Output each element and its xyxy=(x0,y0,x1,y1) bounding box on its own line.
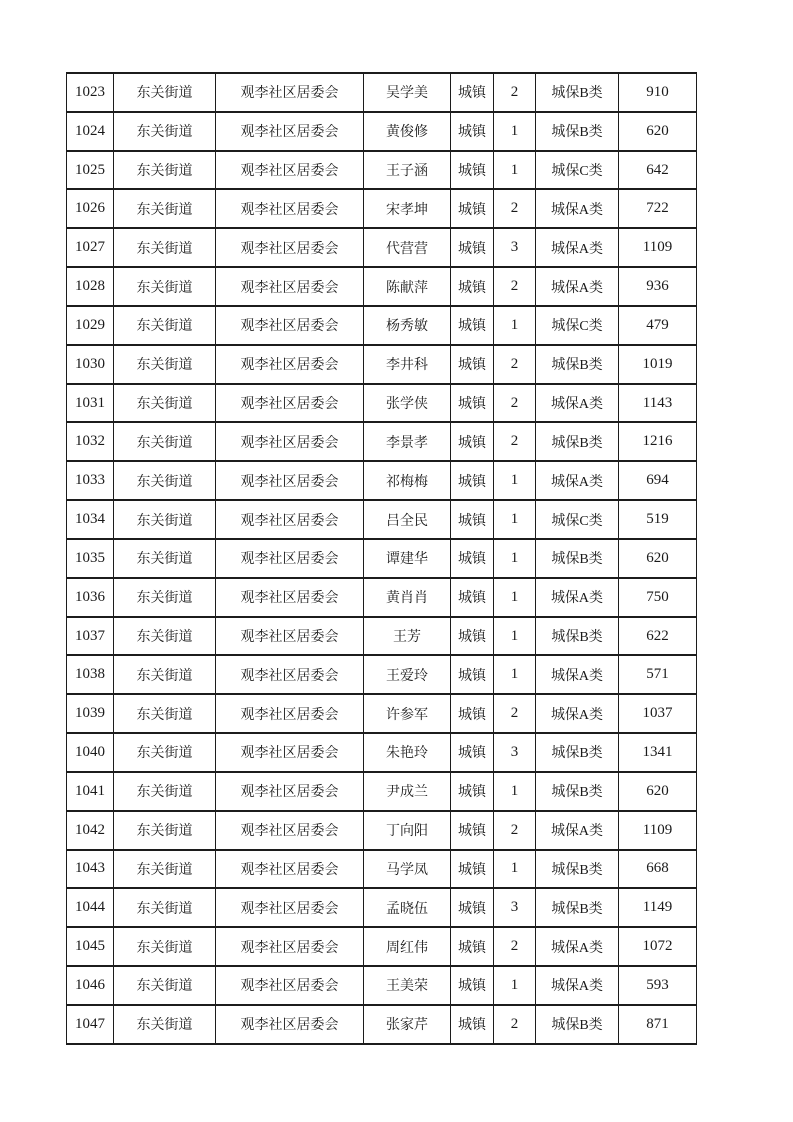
cell-name: 吕全民 xyxy=(364,500,451,539)
cell-category: 城保A类 xyxy=(536,655,619,694)
cell-type: 城镇 xyxy=(451,73,494,112)
cell-type: 城镇 xyxy=(451,384,494,423)
cell-id: 1043 xyxy=(67,850,114,889)
cell-committee: 观李社区居委会 xyxy=(216,461,364,500)
cell-street: 东关街道 xyxy=(114,384,216,423)
cell-count: 2 xyxy=(494,189,536,228)
table-row xyxy=(67,888,697,927)
cell-id: 1033 xyxy=(67,461,114,500)
cell-name: 许参军 xyxy=(364,694,451,733)
cell-type: 城镇 xyxy=(451,345,494,384)
cell-committee: 观李社区居委会 xyxy=(216,772,364,811)
cell-type: 城镇 xyxy=(451,617,494,656)
cell-type: 城镇 xyxy=(451,500,494,539)
cell-name: 孟晓伍 xyxy=(364,888,451,927)
cell-committee: 观李社区居委会 xyxy=(216,888,364,927)
cell-id: 1040 xyxy=(67,733,114,772)
table-row xyxy=(67,151,697,190)
cell-name: 祁梅梅 xyxy=(364,461,451,500)
cell-type: 城镇 xyxy=(451,811,494,850)
cell-street: 东关街道 xyxy=(114,461,216,500)
table-row xyxy=(67,811,697,850)
cell-name: 朱艳玲 xyxy=(364,733,451,772)
cell-name: 陈献萍 xyxy=(364,267,451,306)
cell-street: 东关街道 xyxy=(114,772,216,811)
cell-category: 城保A类 xyxy=(536,267,619,306)
cell-amount: 593 xyxy=(619,966,697,1005)
table-row xyxy=(67,228,697,267)
cell-count: 2 xyxy=(494,927,536,966)
cell-count: 3 xyxy=(494,228,536,267)
cell-id: 1041 xyxy=(67,772,114,811)
cell-count: 1 xyxy=(494,578,536,617)
cell-committee: 观李社区居委会 xyxy=(216,539,364,578)
table-row xyxy=(67,461,697,500)
cell-category: 城保B类 xyxy=(536,112,619,151)
cell-amount: 1109 xyxy=(619,811,697,850)
cell-category: 城保B类 xyxy=(536,73,619,112)
table-row xyxy=(67,73,697,112)
cell-name: 宋孝坤 xyxy=(364,189,451,228)
cell-committee: 观李社区居委会 xyxy=(216,850,364,889)
cell-count: 1 xyxy=(494,306,536,345)
cell-committee: 观李社区居委会 xyxy=(216,578,364,617)
table-body xyxy=(67,73,697,1044)
cell-category: 城保A类 xyxy=(536,694,619,733)
cell-category: 城保A类 xyxy=(536,811,619,850)
cell-count: 1 xyxy=(494,151,536,190)
cell-street: 东关街道 xyxy=(114,500,216,539)
cell-committee: 观李社区居委会 xyxy=(216,228,364,267)
cell-id: 1036 xyxy=(67,578,114,617)
cell-amount: 622 xyxy=(619,617,697,656)
cell-name: 黄俊修 xyxy=(364,112,451,151)
cell-committee: 观李社区居委会 xyxy=(216,927,364,966)
cell-street: 东关街道 xyxy=(114,655,216,694)
cell-id: 1028 xyxy=(67,267,114,306)
cell-amount: 642 xyxy=(619,151,697,190)
cell-count: 1 xyxy=(494,500,536,539)
cell-id: 1029 xyxy=(67,306,114,345)
cell-category: 城保C类 xyxy=(536,306,619,345)
cell-type: 城镇 xyxy=(451,966,494,1005)
cell-type: 城镇 xyxy=(451,888,494,927)
cell-category: 城保B类 xyxy=(536,850,619,889)
cell-count: 1 xyxy=(494,112,536,151)
cell-type: 城镇 xyxy=(451,539,494,578)
cell-category: 城保A类 xyxy=(536,927,619,966)
cell-amount: 910 xyxy=(619,73,697,112)
cell-committee: 观李社区居委会 xyxy=(216,617,364,656)
cell-id: 1031 xyxy=(67,384,114,423)
cell-category: 城保A类 xyxy=(536,384,619,423)
cell-category: 城保B类 xyxy=(536,617,619,656)
cell-category: 城保B类 xyxy=(536,733,619,772)
cell-type: 城镇 xyxy=(451,694,494,733)
cell-category: 城保C类 xyxy=(536,500,619,539)
cell-street: 东关街道 xyxy=(114,112,216,151)
table-row xyxy=(67,345,697,384)
cell-type: 城镇 xyxy=(451,655,494,694)
cell-category: 城保A类 xyxy=(536,966,619,1005)
cell-street: 东关街道 xyxy=(114,617,216,656)
cell-amount: 750 xyxy=(619,578,697,617)
cell-count: 2 xyxy=(494,694,536,733)
cell-street: 东关街道 xyxy=(114,694,216,733)
cell-street: 东关街道 xyxy=(114,888,216,927)
cell-amount: 722 xyxy=(619,189,697,228)
cell-name: 王芳 xyxy=(364,617,451,656)
cell-street: 东关街道 xyxy=(114,306,216,345)
cell-count: 3 xyxy=(494,888,536,927)
cell-id: 1025 xyxy=(67,151,114,190)
cell-type: 城镇 xyxy=(451,422,494,461)
cell-street: 东关街道 xyxy=(114,267,216,306)
cell-amount: 1019 xyxy=(619,345,697,384)
cell-amount: 1072 xyxy=(619,927,697,966)
cell-count: 2 xyxy=(494,73,536,112)
cell-committee: 观李社区居委会 xyxy=(216,655,364,694)
cell-street: 东关街道 xyxy=(114,966,216,1005)
cell-category: 城保B类 xyxy=(536,888,619,927)
cell-type: 城镇 xyxy=(451,228,494,267)
cell-name: 丁向阳 xyxy=(364,811,451,850)
cell-count: 1 xyxy=(494,966,536,1005)
cell-id: 1032 xyxy=(67,422,114,461)
cell-name: 马学凤 xyxy=(364,850,451,889)
cell-category: 城保B类 xyxy=(536,422,619,461)
table-row xyxy=(67,733,697,772)
table-row xyxy=(67,422,697,461)
cell-street: 东关街道 xyxy=(114,927,216,966)
cell-count: 2 xyxy=(494,345,536,384)
cell-count: 1 xyxy=(494,617,536,656)
cell-id: 1039 xyxy=(67,694,114,733)
cell-name: 李景孝 xyxy=(364,422,451,461)
cell-street: 东关街道 xyxy=(114,733,216,772)
cell-amount: 1341 xyxy=(619,733,697,772)
table-row xyxy=(67,772,697,811)
table-row xyxy=(67,267,697,306)
table-row xyxy=(67,306,697,345)
cell-id: 1027 xyxy=(67,228,114,267)
cell-amount: 620 xyxy=(619,772,697,811)
cell-id: 1030 xyxy=(67,345,114,384)
cell-id: 1044 xyxy=(67,888,114,927)
table-row xyxy=(67,1005,697,1044)
cell-name: 谭建华 xyxy=(364,539,451,578)
cell-committee: 观李社区居委会 xyxy=(216,73,364,112)
cell-count: 2 xyxy=(494,422,536,461)
cell-category: 城保A类 xyxy=(536,189,619,228)
cell-id: 1042 xyxy=(67,811,114,850)
cell-count: 3 xyxy=(494,733,536,772)
cell-count: 1 xyxy=(494,655,536,694)
table-row xyxy=(67,578,697,617)
table-row xyxy=(67,189,697,228)
table-row xyxy=(67,850,697,889)
table-row xyxy=(67,384,697,423)
cell-amount: 620 xyxy=(619,539,697,578)
cell-name: 张家芹 xyxy=(364,1005,451,1044)
cell-category: 城保B类 xyxy=(536,345,619,384)
cell-type: 城镇 xyxy=(451,461,494,500)
cell-category: 城保A类 xyxy=(536,578,619,617)
cell-committee: 观李社区居委会 xyxy=(216,1005,364,1044)
cell-name: 杨秀敏 xyxy=(364,306,451,345)
cell-committee: 观李社区居委会 xyxy=(216,189,364,228)
cell-amount: 1149 xyxy=(619,888,697,927)
cell-count: 1 xyxy=(494,461,536,500)
cell-street: 东关街道 xyxy=(114,1005,216,1044)
cell-street: 东关街道 xyxy=(114,151,216,190)
table-row xyxy=(67,617,697,656)
cell-id: 1034 xyxy=(67,500,114,539)
cell-amount: 571 xyxy=(619,655,697,694)
cell-name: 王子涵 xyxy=(364,151,451,190)
cell-id: 1035 xyxy=(67,539,114,578)
table-row xyxy=(67,927,697,966)
table-row xyxy=(67,500,697,539)
cell-committee: 观李社区居委会 xyxy=(216,267,364,306)
cell-count: 2 xyxy=(494,1005,536,1044)
cell-count: 2 xyxy=(494,267,536,306)
table-row xyxy=(67,112,697,151)
cell-count: 1 xyxy=(494,539,536,578)
cell-id: 1045 xyxy=(67,927,114,966)
cell-committee: 观李社区居委会 xyxy=(216,733,364,772)
cell-name: 王爱玲 xyxy=(364,655,451,694)
cell-count: 1 xyxy=(494,850,536,889)
cell-category: 城保B类 xyxy=(536,772,619,811)
cell-committee: 观李社区居委会 xyxy=(216,500,364,539)
cell-type: 城镇 xyxy=(451,578,494,617)
cell-street: 东关街道 xyxy=(114,228,216,267)
cell-amount: 1037 xyxy=(619,694,697,733)
cell-type: 城镇 xyxy=(451,151,494,190)
cell-name: 李井科 xyxy=(364,345,451,384)
cell-type: 城镇 xyxy=(451,1005,494,1044)
cell-name: 吴学美 xyxy=(364,73,451,112)
cell-id: 1023 xyxy=(67,73,114,112)
cell-committee: 观李社区居委会 xyxy=(216,306,364,345)
cell-name: 张学侠 xyxy=(364,384,451,423)
cell-category: 城保B类 xyxy=(536,1005,619,1044)
cell-amount: 1216 xyxy=(619,422,697,461)
cell-committee: 观李社区居委会 xyxy=(216,422,364,461)
table-row xyxy=(67,694,697,733)
cell-id: 1037 xyxy=(67,617,114,656)
cell-type: 城镇 xyxy=(451,189,494,228)
cell-amount: 871 xyxy=(619,1005,697,1044)
table-row xyxy=(67,539,697,578)
cell-amount: 694 xyxy=(619,461,697,500)
cell-name: 周红伟 xyxy=(364,927,451,966)
cell-id: 1047 xyxy=(67,1005,114,1044)
cell-id: 1026 xyxy=(67,189,114,228)
cell-street: 东关街道 xyxy=(114,850,216,889)
cell-category: 城保A类 xyxy=(536,228,619,267)
cell-committee: 观李社区居委会 xyxy=(216,345,364,384)
cell-street: 东关街道 xyxy=(114,345,216,384)
cell-category: 城保A类 xyxy=(536,461,619,500)
cell-committee: 观李社区居委会 xyxy=(216,694,364,733)
cell-category: 城保B类 xyxy=(536,539,619,578)
cell-amount: 936 xyxy=(619,267,697,306)
cell-amount: 668 xyxy=(619,850,697,889)
cell-count: 2 xyxy=(494,811,536,850)
table-row xyxy=(67,966,697,1005)
table-row xyxy=(67,655,697,694)
cell-type: 城镇 xyxy=(451,267,494,306)
cell-name: 代营营 xyxy=(364,228,451,267)
cell-type: 城镇 xyxy=(451,306,494,345)
cell-type: 城镇 xyxy=(451,850,494,889)
cell-id: 1046 xyxy=(67,966,114,1005)
cell-street: 东关街道 xyxy=(114,811,216,850)
cell-street: 东关街道 xyxy=(114,539,216,578)
cell-amount: 519 xyxy=(619,500,697,539)
cell-amount: 1143 xyxy=(619,384,697,423)
cell-name: 王美荣 xyxy=(364,966,451,1005)
cell-type: 城镇 xyxy=(451,112,494,151)
cell-committee: 观李社区居委会 xyxy=(216,966,364,1005)
cell-amount: 620 xyxy=(619,112,697,151)
cell-committee: 观李社区居委会 xyxy=(216,151,364,190)
cell-committee: 观李社区居委会 xyxy=(216,112,364,151)
cell-committee: 观李社区居委会 xyxy=(216,384,364,423)
cell-street: 东关街道 xyxy=(114,578,216,617)
cell-id: 1024 xyxy=(67,112,114,151)
records-table xyxy=(66,72,697,1045)
cell-count: 2 xyxy=(494,384,536,423)
cell-type: 城镇 xyxy=(451,733,494,772)
cell-committee: 观李社区居委会 xyxy=(216,811,364,850)
cell-name: 黄肖肖 xyxy=(364,578,451,617)
cell-name: 尹成兰 xyxy=(364,772,451,811)
cell-id: 1038 xyxy=(67,655,114,694)
cell-amount: 479 xyxy=(619,306,697,345)
cell-amount: 1109 xyxy=(619,228,697,267)
cell-type: 城镇 xyxy=(451,772,494,811)
cell-street: 东关街道 xyxy=(114,422,216,461)
cell-count: 1 xyxy=(494,772,536,811)
cell-street: 东关街道 xyxy=(114,189,216,228)
cell-category: 城保C类 xyxy=(536,151,619,190)
cell-street: 东关街道 xyxy=(114,73,216,112)
cell-type: 城镇 xyxy=(451,927,494,966)
